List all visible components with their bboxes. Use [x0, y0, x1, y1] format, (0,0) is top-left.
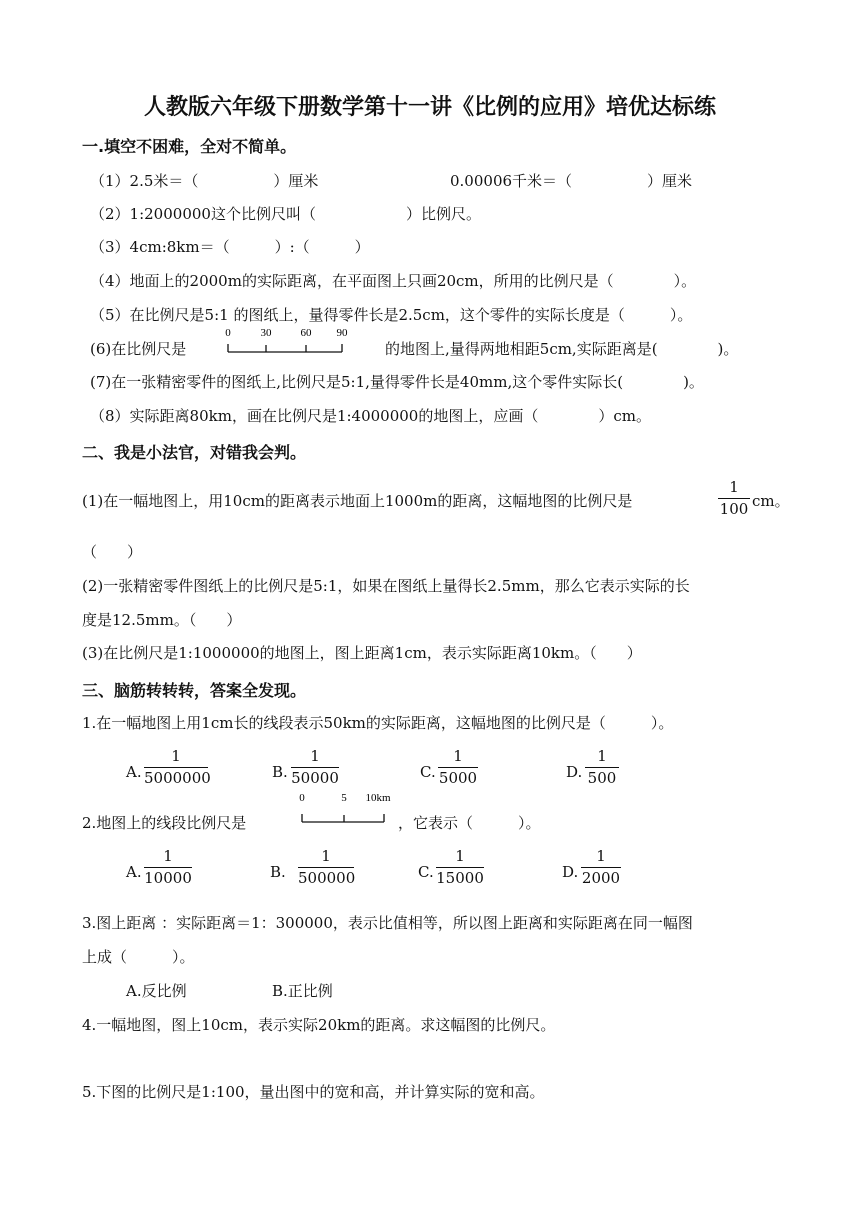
- s3-q1: 1.在一幅地图上用1cm长的线段表示50km的实际距离，这幅地图的比例尺是（ ）。: [82, 714, 674, 732]
- s1-item-4: （4）地面上的2000m的实际距离，在平面图上只画20cm，所用的比例尺是（ ）。: [90, 272, 697, 290]
- s2-q1-paren: （ ）: [82, 543, 143, 561]
- s2-q3: (3)在比例尺是1:1000000的地图上，图上距离1cm，表示实际距离10km。（ ）: [82, 644, 642, 662]
- s1-item-6-suffix: 的地图上,量得两地相距5cm,实际距离是( )。: [385, 340, 739, 358]
- fraction-numerator: 1: [321, 847, 331, 865]
- s3-q1-option-b-label: B.: [272, 763, 288, 781]
- s3-q2-option-b: [298, 849, 354, 886]
- s1-item-7: (7)在一张精密零件的图纸上,比例尺是5:1,量得零件长是40mm,这个零件实际长( )。: [90, 373, 704, 391]
- fraction-denominator: 15000: [436, 869, 484, 887]
- fraction-denominator: 5000000: [144, 769, 211, 787]
- s3-q4: 4.一幅地图，图上10cm，表示实际20km的距离。求这幅图的比例尺。: [82, 1016, 556, 1034]
- s3-q3-line2: 上成（ ）。: [82, 948, 195, 966]
- s3-q1-option-d-label: D.: [566, 763, 583, 781]
- scale-bar-2: [296, 792, 396, 830]
- fraction-numerator: 1: [455, 847, 465, 865]
- scale2-label-0: 0: [299, 792, 305, 804]
- section-1-heading: 一.填空不困难，全对不简单。: [82, 137, 297, 156]
- s2-q1-fraction: [718, 480, 750, 517]
- fraction-numerator: 1: [729, 478, 739, 496]
- fraction-numerator: 1: [163, 847, 173, 865]
- fraction-denominator: 100: [719, 500, 749, 518]
- s3-q2-suffix: ，它表示（ ）。: [398, 814, 541, 832]
- s1-item-6-prefix: (6)在比例尺是: [90, 340, 187, 358]
- fraction-numerator: 1: [596, 847, 606, 865]
- fraction-denominator: 10000: [144, 869, 192, 887]
- s3-q2-option-d: [581, 849, 621, 886]
- fraction-denominator: 2000: [581, 869, 621, 887]
- s3-q1-option-a-label: A.: [126, 763, 142, 781]
- fraction-numerator: 1: [171, 747, 181, 765]
- s3-q3-option-a: A.反比例: [126, 982, 187, 1000]
- page-title: 人教版六年级下册数学第十一讲《比例的应用》培优达标练: [143, 95, 716, 120]
- s3-q1-option-a: [144, 747, 211, 787]
- s1-item-5: （5）在比例尺是5:1 的图纸上，量得零件长是2.5cm，这个零件的实际长度是（ ）。: [90, 306, 693, 324]
- scale-label-0: 0: [225, 327, 231, 339]
- s3-q1-option-c: [438, 749, 478, 786]
- s3-q2-option-a: [144, 849, 192, 886]
- s3-q1-option-b: [291, 749, 339, 786]
- s3-q1-option-c-label: C.: [420, 763, 436, 781]
- fraction-numerator: 1: [597, 747, 607, 765]
- fraction-denominator: 500: [587, 769, 617, 787]
- s1-item-2: （2）1:2000000这个比例尺叫（ ）比例尺。: [90, 205, 481, 223]
- section-3-heading: 三、脑筋转转转，答案全发现。: [82, 681, 307, 700]
- fraction-denominator: 500000: [298, 869, 356, 887]
- scale-label-30: 30: [260, 327, 272, 339]
- scale2-label-5: 5: [341, 792, 347, 804]
- fraction-denominator: 5000: [438, 769, 478, 787]
- s3-q3-option-b: B.正比例: [272, 982, 333, 1000]
- s1-item-8: （8）实际距离80km，画在比例尺是1:4000000的地图上，应画（ ）cm。: [90, 407, 651, 425]
- s2-q1-unit: cm。: [752, 492, 790, 510]
- s2-q2-line2: 度是12.5mm。（ ）: [82, 611, 242, 629]
- s3-q2-option-c-label: C.: [418, 863, 434, 881]
- s3-q3-line1: 3.图上距离 ：实际距离＝1：300000，表示比值相等，所以图上距离和实际距离在同一幅图: [82, 914, 693, 932]
- scale-label-60: 60: [300, 327, 312, 339]
- s3-q2-option-a-label: A.: [126, 863, 142, 881]
- s3-q2-prefix: 2.地图上的线段比例尺是: [82, 814, 247, 832]
- s3-q2-option-d-label: D.: [562, 863, 579, 881]
- s3-q2-option-b-label: B.: [270, 863, 286, 881]
- s2-q1-text: (1)在一幅地图上，用10cm的距离表示地面上1000m的距离，这幅地图的比例尺是: [82, 492, 633, 510]
- s1-item-1b: 0.00006千米＝（ ）厘米: [450, 172, 693, 190]
- s2-q2-line1: (2)一张精密零件图纸上的比例尺是5:1，如果在图纸上量得长2.5mm，那么它表示实际的长: [82, 577, 690, 595]
- scale-label-90: 90: [336, 327, 348, 339]
- s3-q2-option-c: [436, 849, 484, 886]
- scale-bar-1: [222, 326, 352, 360]
- section-2-heading: 二、我是小法官，对错我会判。: [82, 443, 307, 462]
- fraction-numerator: 1: [453, 747, 463, 765]
- fraction-numerator: 1: [310, 747, 320, 765]
- s1-item-1a: （1）2.5米＝（ ）厘米: [90, 172, 319, 190]
- s3-q1-option-d: [585, 749, 619, 786]
- fraction-denominator: 50000: [291, 769, 339, 787]
- scale2-label-10km: 10km: [365, 792, 391, 804]
- s1-item-3: （3）4cm:8km＝（ ）:（ ）: [90, 238, 370, 256]
- s3-q5: 5.下图的比例尺是1:100，量出图中的宽和高，并计算实际的宽和高。: [82, 1083, 545, 1101]
